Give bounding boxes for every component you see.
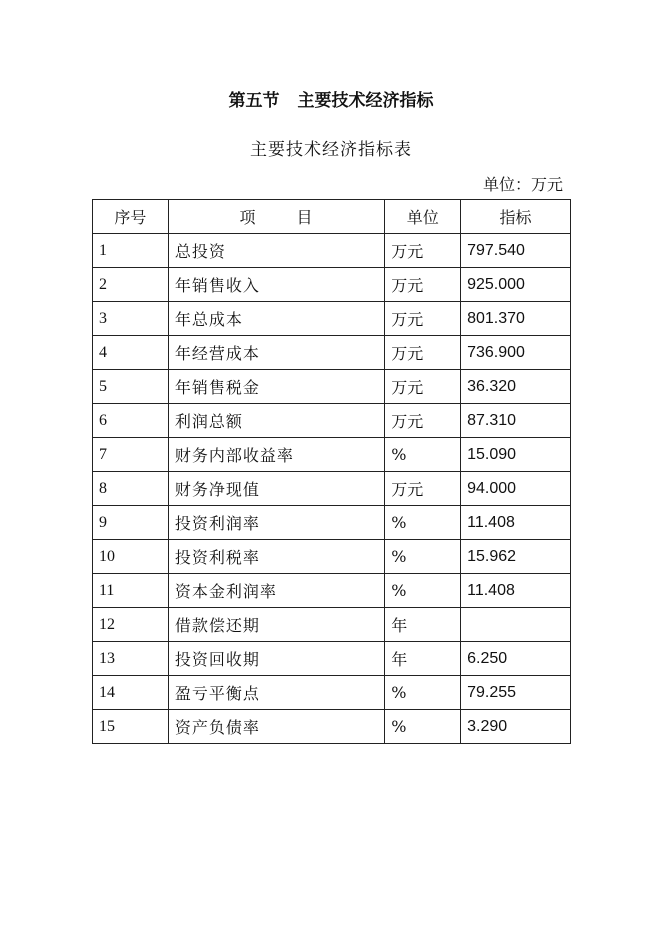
- row-item: 总投资: [168, 234, 384, 268]
- table-row: [93, 676, 571, 710]
- table-row: [93, 540, 571, 574]
- row-unit: %: [385, 438, 461, 472]
- row-item: 投资利润率: [168, 506, 384, 540]
- row-unit: %: [385, 506, 461, 540]
- row-seq: 8: [93, 472, 169, 506]
- row-unit: 万元: [385, 234, 461, 268]
- row-item: 投资利税率: [168, 540, 384, 574]
- row-value: 3.290: [461, 710, 571, 744]
- row-unit: 年: [385, 642, 461, 676]
- row-value: 11.408: [461, 506, 571, 540]
- row-unit: %: [385, 574, 461, 608]
- table-header-row: [93, 200, 571, 234]
- table-row: [93, 574, 571, 608]
- row-value: 801.370: [461, 302, 571, 336]
- section-number: 第五节: [228, 91, 280, 111]
- table-title: 主要技术经济指标表: [250, 140, 412, 160]
- row-seq: 10: [93, 540, 169, 574]
- table-row: [93, 438, 571, 472]
- row-unit: 万元: [385, 336, 461, 370]
- row-seq: 13: [93, 642, 169, 676]
- row-seq: 2: [93, 268, 169, 302]
- row-unit: 万元: [385, 302, 461, 336]
- row-value: 36.320: [461, 370, 571, 404]
- row-seq: 15: [93, 710, 169, 744]
- table-row: [93, 336, 571, 370]
- row-unit: 年: [385, 608, 461, 642]
- row-value: 11.408: [461, 574, 571, 608]
- header-unit: 单位: [385, 200, 461, 234]
- table-row: [93, 404, 571, 438]
- header-item-a: 项: [239, 208, 257, 227]
- row-item: 投资回收期: [168, 642, 384, 676]
- row-value: 15.090: [461, 438, 571, 472]
- row-seq: 1: [93, 234, 169, 268]
- row-seq: 12: [93, 608, 169, 642]
- row-value: 6.250: [461, 642, 571, 676]
- row-unit: 万元: [385, 370, 461, 404]
- row-unit: 万元: [385, 472, 461, 506]
- row-item: 盈亏平衡点: [168, 676, 384, 710]
- table-row: [93, 608, 571, 642]
- table-row: [93, 268, 571, 302]
- header-item: [168, 200, 384, 234]
- row-seq: 7: [93, 438, 169, 472]
- row-unit: 万元: [385, 404, 461, 438]
- row-seq: 4: [93, 336, 169, 370]
- row-seq: 6: [93, 404, 169, 438]
- row-item: 财务净现值: [168, 472, 384, 506]
- row-unit: %: [385, 676, 461, 710]
- table-row: [93, 302, 571, 336]
- table-row: [93, 370, 571, 404]
- row-seq: 11: [93, 574, 169, 608]
- table-row: [93, 472, 571, 506]
- row-seq: 3: [93, 302, 169, 336]
- table-row: [93, 234, 571, 268]
- row-value: 925.000: [461, 268, 571, 302]
- row-unit: %: [385, 540, 461, 574]
- row-unit: %: [385, 710, 461, 744]
- row-item: 资本金利润率: [168, 574, 384, 608]
- row-seq: 14: [93, 676, 169, 710]
- row-unit: 万元: [385, 268, 461, 302]
- row-value: 736.900: [461, 336, 571, 370]
- unit-note: 单位：万元: [482, 175, 563, 194]
- header-value: 指标: [461, 200, 571, 234]
- table-row: [93, 506, 571, 540]
- row-value: 15.962: [461, 540, 571, 574]
- indicators-table: [92, 199, 571, 744]
- table-row: [93, 710, 571, 744]
- row-item: 借款偿还期: [168, 608, 384, 642]
- header-item-b: 目: [296, 208, 314, 227]
- row-item: 年销售税金: [168, 370, 384, 404]
- row-item: 财务内部收益率: [168, 438, 384, 472]
- row-value: 94.000: [461, 472, 571, 506]
- section-heading: 主要技术经济指标: [297, 91, 434, 111]
- row-item: 资产负债率: [168, 710, 384, 744]
- row-item: 年总成本: [168, 302, 384, 336]
- row-value: [461, 608, 571, 642]
- row-item: 年经营成本: [168, 336, 384, 370]
- row-item: 利润总额: [168, 404, 384, 438]
- row-item: 年销售收入: [168, 268, 384, 302]
- table-row: [93, 642, 571, 676]
- row-value: 87.310: [461, 404, 571, 438]
- section-title: [0, 86, 662, 111]
- row-value: 797.540: [461, 234, 571, 268]
- row-value: 79.255: [461, 676, 571, 710]
- row-seq: 5: [93, 370, 169, 404]
- header-seq: 序号: [93, 200, 169, 234]
- row-seq: 9: [93, 506, 169, 540]
